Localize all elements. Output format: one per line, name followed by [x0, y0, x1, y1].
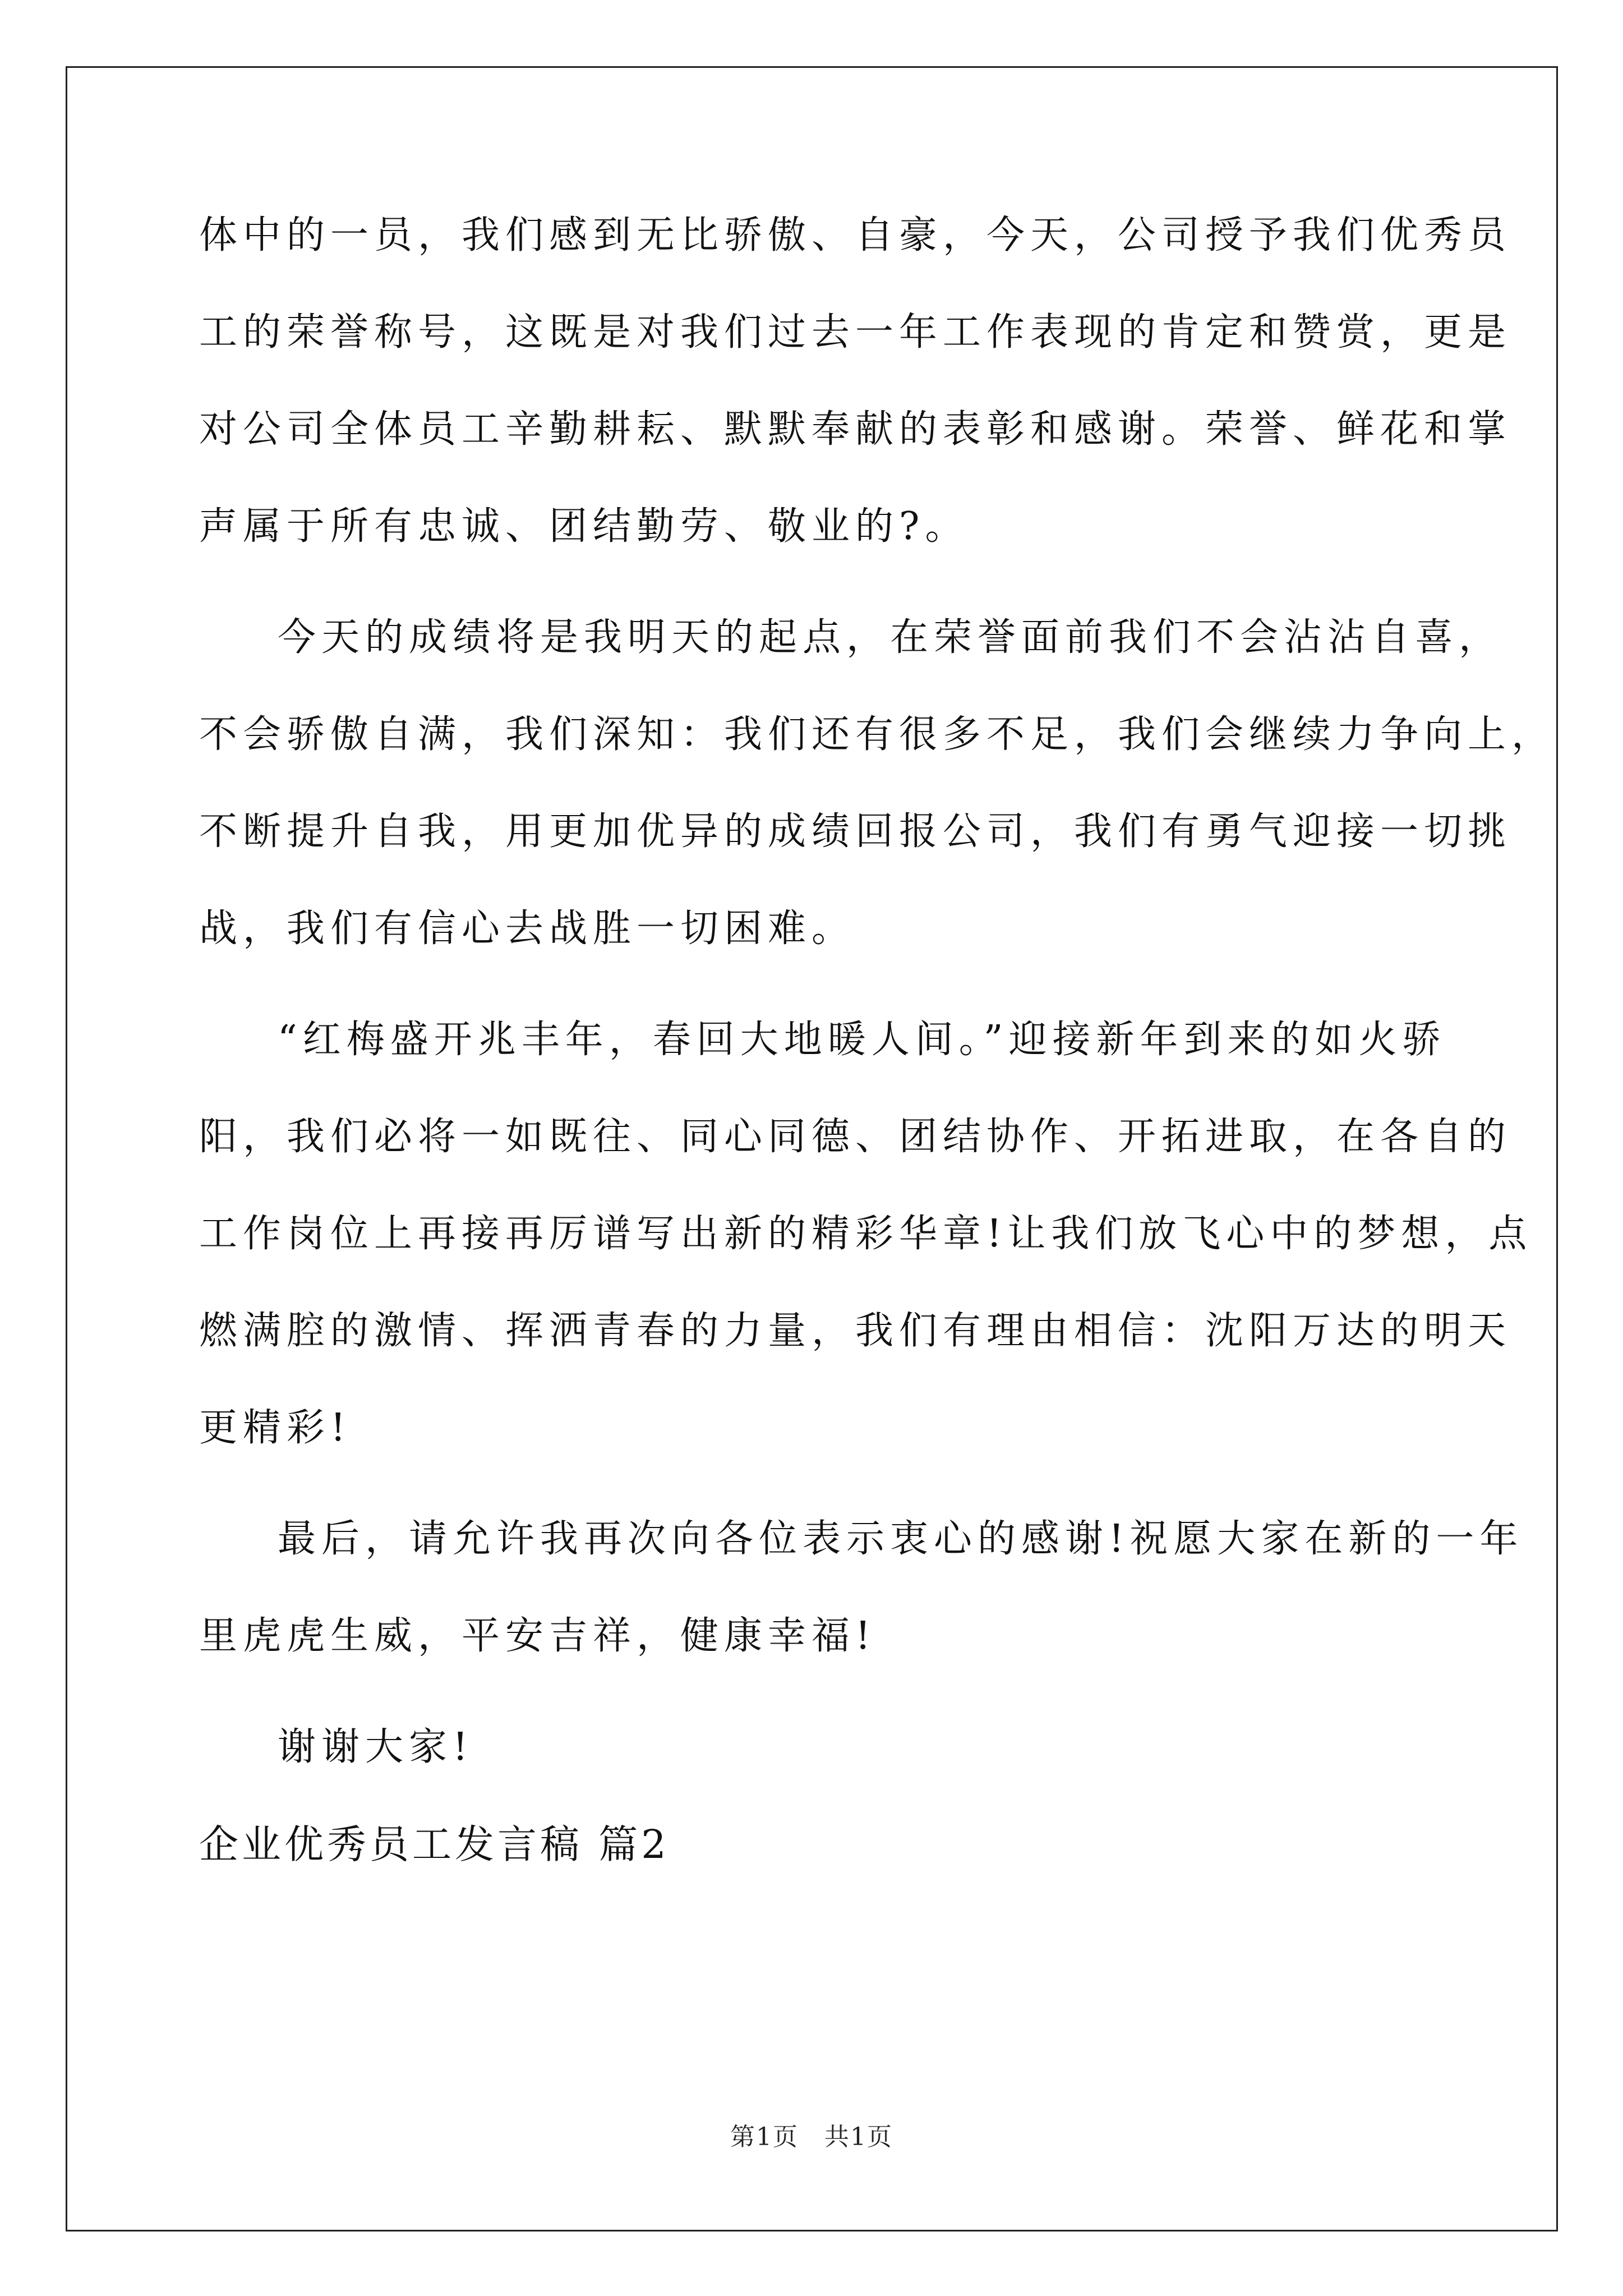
paragraph-line: 阳，我们必将一如既往、同心同德、团结协作、开拓进取，在各自的: [199, 1115, 1512, 1159]
paragraph-line: 工作岗位上再接再厉谱写出新的精彩华章!让我们放飞心中的梦想，点: [199, 1212, 1533, 1256]
paragraph-line: 不会骄傲自满，我们深知：我们还有很多不足，我们会继续力争向上，: [199, 712, 1556, 757]
paragraph-line: 更精彩!: [199, 1406, 352, 1450]
paragraph-line: 里虎虎生威，平安吉祥，健康幸福!: [199, 1614, 877, 1658]
paragraph-line: 今天的成绩将是我明天的起点，在荣誉面前我们不会沾沾自喜，: [278, 615, 1503, 660]
paragraph-line: 对公司全体员工辛勤耕耘、默默奉献的表彰和感谢。荣誉、鲜花和掌: [199, 407, 1512, 452]
paragraph-line: 体中的一员，我们感到无比骄傲、自豪，今天，公司授予我们优秀员: [199, 213, 1512, 257]
paragraph-line: 声属于所有忠诚、团结勤劳、敬业的?。: [199, 504, 969, 549]
paragraph-line: 战，我们有信心去战胜一切困难。: [199, 907, 856, 951]
paragraph-line: “红梅盛开兆丰年，春回大地暖人间。”迎接新年到来的如火骄: [278, 1018, 1446, 1062]
section-heading: 企业优秀员工发言稿 篇2: [199, 1821, 670, 1867]
paragraph-line: 不断提升自我，用更加优异的成绩回报公司，我们有勇气迎接一切挑: [199, 809, 1512, 854]
paragraph-line: 谢谢大家!: [278, 1725, 474, 1769]
paragraph-line: 工的荣誉称号，这既是对我们过去一年工作表现的肯定和赞赏，更是: [199, 310, 1512, 355]
paragraph-line: 燃满腔的激情、挥洒青春的力量，我们有理由相信：沈阳万达的明天: [199, 1309, 1512, 1353]
page-footer: 第1页 共1页: [730, 2123, 893, 2151]
paragraph-line: 最后，请允许我再次向各位表示衷心的感谢!祝愿大家在新的一年: [278, 1517, 1524, 1561]
